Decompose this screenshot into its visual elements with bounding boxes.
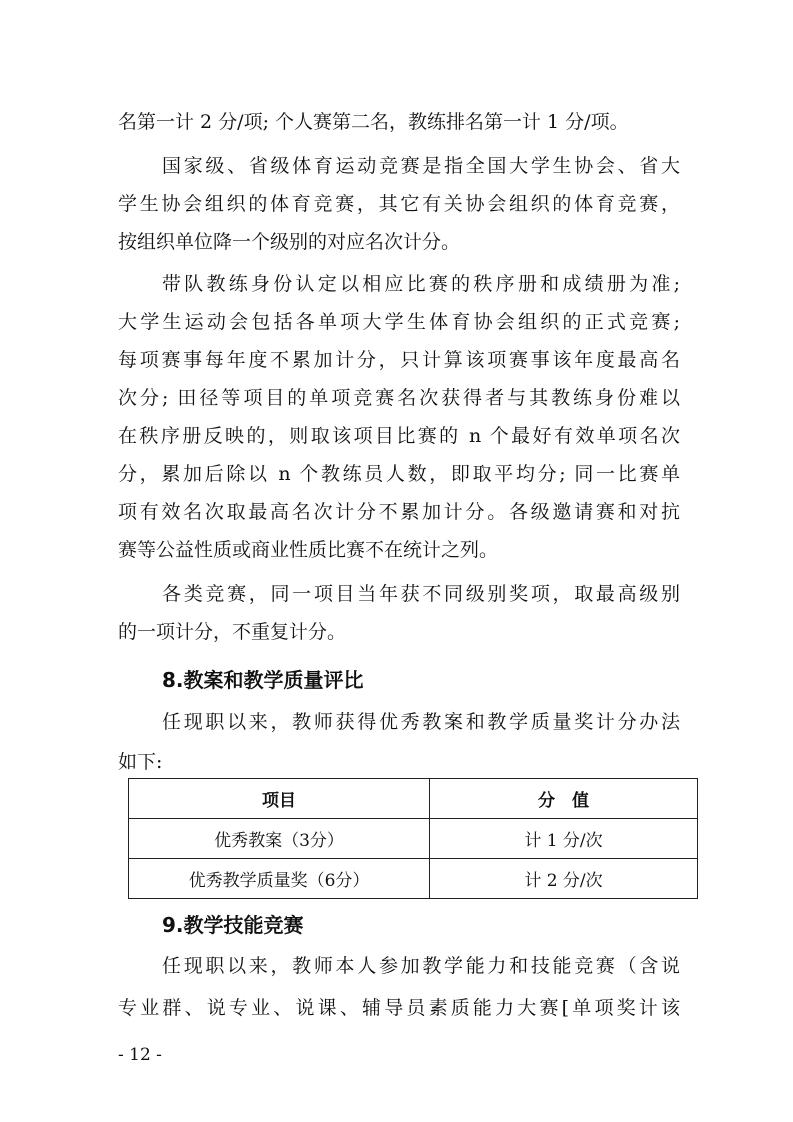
page-number: - 12 - <box>118 1045 162 1065</box>
text-line: 如下: <box>118 751 163 773</box>
table-cell: 计 1 分/次 <box>430 819 698 859</box>
table-row <box>129 819 698 859</box>
section-heading: 9.教学技能竞赛 <box>162 913 304 937</box>
table-header: 项目 <box>129 779 430 819</box>
table-cell: 计 2 分/次 <box>430 859 698 899</box>
text-line: 任现职以来，教师本人参加教学能力和技能竞赛（含说 <box>162 955 680 977</box>
text-line: 国家级、省级体育运动竞赛是指全国大学生协会、省大 <box>162 155 680 177</box>
text-line: 项有效名次取最高名次计分不累加计分。各级邀请赛和对抗 <box>118 501 680 523</box>
text-line: 分，累加后除以 n 个教练员人数，即取平均分; 同一比赛单 <box>118 463 680 485</box>
text-line: 任现职以来，教师获得优秀教案和教学质量奖计分办法 <box>162 711 680 733</box>
score-table <box>128 778 698 899</box>
text-line: 的一项计分，不重复计分。 <box>118 621 347 643</box>
text-line: 带队教练身份认定以相应比赛的秩序册和成绩册为准; <box>162 273 680 295</box>
table-cell: 优秀教案（3分） <box>129 819 430 859</box>
table-header: 分 值 <box>430 779 698 819</box>
text-line: 在秩序册反映的，则取该项目比赛的 n 个最好有效单项名次 <box>118 425 680 447</box>
text-line: 名第一计 2 分/项; 个人赛第二名，教练排名第一计 1 分/项。 <box>118 111 629 133</box>
text-line: 按组织单位降一个级别的对应名次计分。 <box>118 231 461 253</box>
text-line: 专业群、说专业、说课、辅导员素质能力大赛[单项奖计该 <box>118 997 680 1019</box>
text-line: 学生协会组织的体育竞赛，其它有关协会组织的体育竞赛， <box>118 193 680 215</box>
text-line: 大学生运动会包括各单项大学生体育协会组织的正式竞赛; <box>118 311 680 333</box>
text-line: 赛等公益性质或商业性质比赛不在统计之列。 <box>118 539 499 561</box>
text-line: 各类竞赛，同一项目当年获不同级别奖项，取最高级别 <box>162 583 680 605</box>
text-line: 次分; 田径等项目的单项竞赛名次获得者与其教练身份难以 <box>118 387 680 409</box>
section-heading: 8.教案和教学质量评比 <box>162 668 364 692</box>
table-cell: 优秀教学质量奖（6分） <box>129 859 430 899</box>
text-line: 每项赛事每年度不累加计分，只计算该项赛事该年度最高名 <box>118 349 680 371</box>
table-header-row <box>129 779 698 819</box>
table-row <box>129 859 698 899</box>
